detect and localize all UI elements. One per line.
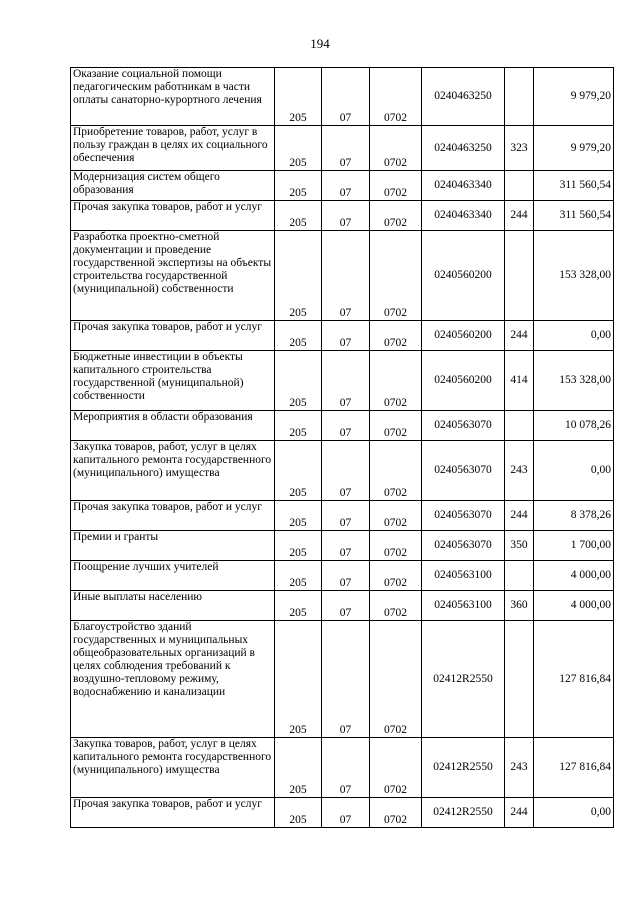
row-name-cell: Премии и гранты (71, 531, 275, 561)
row-ved-cell: 205 (275, 411, 322, 441)
row-pr-cell: 0702 (370, 321, 422, 351)
table-row (71, 321, 614, 351)
row-name-cell: Мероприятия в области образования (71, 411, 275, 441)
row-pr-cell: 0702 (370, 798, 422, 828)
row-target-cell: 0240563100 (422, 591, 505, 621)
row-rz-cell: 07 (322, 441, 370, 501)
row-kvr-cell (505, 411, 534, 441)
row-sum-cell: 127 816,84 (534, 738, 614, 798)
row-target-cell: 0240560200 (422, 231, 505, 321)
row-pr-cell: 0702 (370, 411, 422, 441)
row-target-cell: 02412R2550 (422, 621, 505, 738)
row-name-cell: Модернизация систем общего образования (71, 171, 275, 201)
row-sum-cell: 0,00 (534, 321, 614, 351)
row-sum-cell: 0,00 (534, 441, 614, 501)
row-kvr-cell: 244 (505, 501, 534, 531)
row-kvr-cell: 414 (505, 351, 534, 411)
row-ved-cell: 205 (275, 738, 322, 798)
row-target-cell: 02412R2550 (422, 738, 505, 798)
row-kvr-cell (505, 171, 534, 201)
row-name-cell: Закупка товаров, работ, услуг в целях капитального ремонта государственного (муниципального) имущества (71, 441, 275, 501)
table-row (71, 501, 614, 531)
row-ved-cell: 205 (275, 501, 322, 531)
row-name-cell: Поощрение лучших учителей (71, 561, 275, 591)
row-rz-cell: 07 (322, 621, 370, 738)
row-rz-cell: 07 (322, 738, 370, 798)
table-row (71, 231, 614, 321)
row-pr-cell: 0702 (370, 501, 422, 531)
row-sum-cell: 9 979,20 (534, 126, 614, 171)
row-pr-cell: 0702 (370, 231, 422, 321)
row-sum-cell: 8 378,26 (534, 501, 614, 531)
row-rz-cell: 07 (322, 171, 370, 201)
table-row (71, 68, 614, 126)
row-pr-cell: 0702 (370, 738, 422, 798)
row-ved-cell: 205 (275, 68, 322, 126)
row-target-cell: 0240563100 (422, 561, 505, 591)
row-sum-cell: 1 700,00 (534, 531, 614, 561)
row-kvr-cell (505, 68, 534, 126)
row-sum-cell: 4 000,00 (534, 561, 614, 591)
row-sum-cell: 153 328,00 (534, 351, 614, 411)
table-row (71, 171, 614, 201)
row-target-cell: 0240563070 (422, 531, 505, 561)
row-name-cell: Прочая закупка товаров, работ и услуг (71, 501, 275, 531)
row-kvr-cell (505, 561, 534, 591)
row-kvr-cell (505, 231, 534, 321)
row-rz-cell: 07 (322, 591, 370, 621)
table-row (71, 126, 614, 171)
row-name-cell: Закупка товаров, работ, услуг в целях капитального ремонта государственного (муниципального) имущества (71, 738, 275, 798)
row-rz-cell: 07 (322, 126, 370, 171)
row-kvr-cell: 244 (505, 321, 534, 351)
row-ved-cell: 205 (275, 591, 322, 621)
table-row (71, 411, 614, 441)
row-pr-cell: 0702 (370, 68, 422, 126)
row-name-cell: Иные выплаты населению (71, 591, 275, 621)
row-pr-cell: 0702 (370, 591, 422, 621)
row-ved-cell: 205 (275, 561, 322, 591)
row-ved-cell: 205 (275, 201, 322, 231)
row-name-cell: Бюджетные инвестиции в объекты капитального строительства государственной (муниципальной) собственности (71, 351, 275, 411)
row-target-cell: 0240463250 (422, 68, 505, 126)
row-sum-cell: 4 000,00 (534, 591, 614, 621)
row-pr-cell: 0702 (370, 351, 422, 411)
row-target-cell: 0240463250 (422, 126, 505, 171)
row-ved-cell: 205 (275, 231, 322, 321)
table-row (71, 738, 614, 798)
row-rz-cell: 07 (322, 231, 370, 321)
row-sum-cell: 311 560,54 (534, 201, 614, 231)
row-target-cell: 0240563070 (422, 441, 505, 501)
row-name-cell: Прочая закупка товаров, работ и услуг (71, 201, 275, 231)
row-pr-cell: 0702 (370, 621, 422, 738)
row-target-cell: 0240563070 (422, 411, 505, 441)
table-row (71, 201, 614, 231)
row-pr-cell: 0702 (370, 441, 422, 501)
row-ved-cell: 205 (275, 798, 322, 828)
row-rz-cell: 07 (322, 561, 370, 591)
row-sum-cell: 127 816,84 (534, 621, 614, 738)
row-ved-cell: 205 (275, 621, 322, 738)
row-pr-cell: 0702 (370, 201, 422, 231)
table-row (71, 351, 614, 411)
table-row (71, 621, 614, 738)
row-ved-cell: 205 (275, 321, 322, 351)
row-ved-cell: 205 (275, 531, 322, 561)
row-target-cell: 0240563070 (422, 501, 505, 531)
row-name-cell: Оказание социальной помощи педагогическим работникам в части оплаты санаторно-курортного лечения (71, 68, 275, 126)
row-target-cell: 0240463340 (422, 171, 505, 201)
row-kvr-cell: 244 (505, 201, 534, 231)
row-target-cell: 0240463340 (422, 201, 505, 231)
row-sum-cell: 0,00 (534, 798, 614, 828)
row-pr-cell: 0702 (370, 561, 422, 591)
row-sum-cell: 9 979,20 (534, 68, 614, 126)
row-name-cell: Благоустройство зданий государственных и муниципальных общеобразовательных организаций в целях соблюдения требований к воздушно-тепловому режиму, водоснабжению и канализации (71, 621, 275, 738)
row-target-cell: 02412R2550 (422, 798, 505, 828)
row-kvr-cell (505, 621, 534, 738)
row-rz-cell: 07 (322, 411, 370, 441)
row-target-cell: 0240560200 (422, 321, 505, 351)
row-kvr-cell: 244 (505, 798, 534, 828)
row-name-cell: Приобретение товаров, работ, услуг в пользу граждан в целях их социального обеспечения (71, 126, 275, 171)
row-ved-cell: 205 (275, 126, 322, 171)
table-row (71, 591, 614, 621)
table-row (71, 441, 614, 501)
row-rz-cell: 07 (322, 201, 370, 231)
row-rz-cell: 07 (322, 531, 370, 561)
row-kvr-cell: 360 (505, 591, 534, 621)
table-row (71, 798, 614, 828)
row-name-cell: Прочая закупка товаров, работ и услуг (71, 798, 275, 828)
row-rz-cell: 07 (322, 321, 370, 351)
row-name-cell: Разработка проектно-сметной документации и проведение государственной экспертизы на объекты строительства государственной (муниципальной) собственности (71, 231, 275, 321)
row-kvr-cell: 323 (505, 126, 534, 171)
table-row (71, 531, 614, 561)
row-sum-cell: 153 328,00 (534, 231, 614, 321)
row-rz-cell: 07 (322, 501, 370, 531)
row-kvr-cell: 243 (505, 738, 534, 798)
row-target-cell: 0240560200 (422, 351, 505, 411)
row-ved-cell: 205 (275, 351, 322, 411)
row-sum-cell: 10 078,26 (534, 411, 614, 441)
row-rz-cell: 07 (322, 68, 370, 126)
row-kvr-cell: 350 (505, 531, 534, 561)
table-row (71, 561, 614, 591)
row-sum-cell: 311 560,54 (534, 171, 614, 201)
row-name-cell: Прочая закупка товаров, работ и услуг (71, 321, 275, 351)
row-rz-cell: 07 (322, 798, 370, 828)
page-number: 194 (310, 36, 330, 51)
row-rz-cell: 07 (322, 351, 370, 411)
budget-table (70, 67, 614, 828)
row-pr-cell: 0702 (370, 531, 422, 561)
row-pr-cell: 0702 (370, 126, 422, 171)
row-pr-cell: 0702 (370, 171, 422, 201)
row-kvr-cell: 243 (505, 441, 534, 501)
row-ved-cell: 205 (275, 441, 322, 501)
row-ved-cell: 205 (275, 171, 322, 201)
